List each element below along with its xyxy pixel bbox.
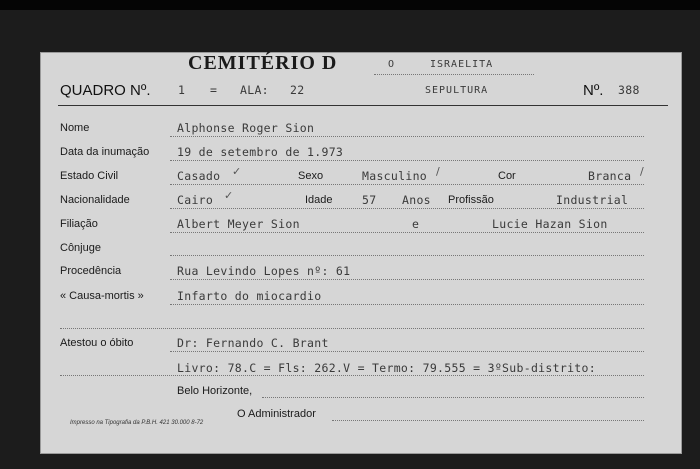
estado-value: Casado (177, 169, 221, 183)
n-label: Nº. (583, 82, 604, 99)
sepultura-text: SEPULTURA (425, 85, 489, 96)
administrador-label: O Administrador (237, 408, 316, 420)
e-connector: e (412, 217, 420, 231)
pai-value: Albert Meyer Sion (177, 217, 300, 231)
proc-value: Rua Levindo Lopes nº: 61 (177, 264, 351, 278)
livro-value: Livro: 78.C = Fls: 262.V = Termo: 79.555 = 3ºSub-distrito: (177, 361, 596, 375)
prof-label: Profissão (448, 194, 494, 206)
causa-value: Infarto do miocardio (177, 289, 322, 303)
data-label: Data da inumação (60, 146, 150, 158)
check-mark-icon: ✓ (224, 189, 234, 202)
quadro-eq: = (210, 83, 218, 97)
sexo-label: Sexo (298, 170, 324, 182)
prof-value: Industrial (556, 193, 629, 207)
cor-label: Cor (498, 170, 516, 182)
mae-value: Lucie Hazan Sion (492, 217, 608, 231)
estado-label: Estado Civil (60, 170, 119, 182)
sexo-value: Masculino (362, 169, 428, 183)
ala-value: 22 (290, 83, 305, 97)
nac-label: Nacionalidade (60, 194, 130, 206)
belo-horizonte-label: Belo Horizonte, (177, 385, 253, 397)
letter-o: O (388, 59, 396, 70)
card-title: CEMITÉRIO D (188, 52, 338, 74)
nac-value: Cairo (177, 193, 214, 207)
anos-text: Anos (402, 193, 431, 207)
causa-label: « Causa-mortis » (60, 290, 144, 302)
check-mark-icon: / (640, 165, 644, 178)
data-value: 19 de setembro de 1.973 (177, 145, 344, 159)
scan-top-border (0, 0, 700, 10)
nome-value: Alphonse Roger Sion (177, 121, 315, 135)
cor-value: Branca (588, 169, 632, 183)
check-mark-icon: ✓ (232, 165, 242, 178)
atestou-label: Atestou o óbito (60, 337, 134, 349)
filiacao-label: Filiação (60, 218, 98, 230)
ala-label: ALA: (240, 83, 269, 97)
impresso-text: Impresso na Tipografia da P.B.H. 421 30.000 8-72 (70, 420, 204, 426)
idade-label: Idade (305, 194, 333, 206)
nome-label: Nome (60, 122, 90, 134)
quadro-label: QUADRO Nº. (60, 82, 151, 99)
cemetery-record-card (40, 52, 682, 454)
n-value: 388 (618, 83, 640, 97)
quadro-value: 1 (178, 83, 186, 97)
check-mark-icon: / (436, 165, 440, 178)
idade-value: 57 (362, 193, 377, 207)
conjuge-label: Cônjuge (60, 242, 101, 254)
proc-label: Procedência (60, 265, 122, 277)
atestou-value: Dr: Fernando C. Brant (177, 336, 329, 350)
israelita-text: ISRAELITA (430, 59, 494, 70)
